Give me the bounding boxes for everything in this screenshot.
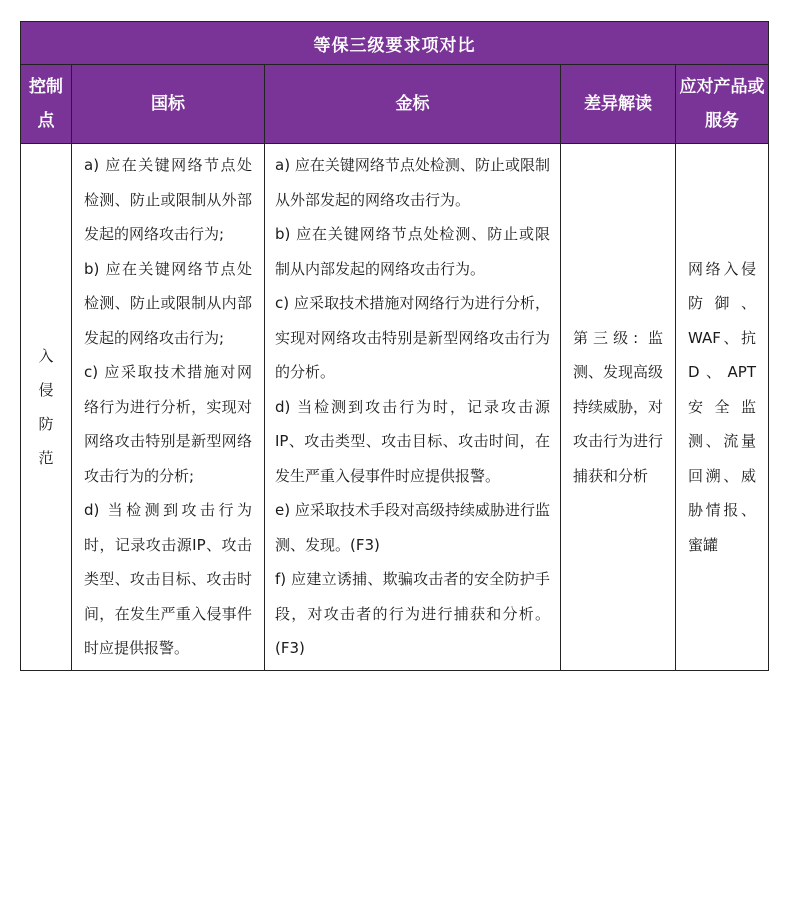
control-point-char: 入 <box>38 346 54 365</box>
national-item: b) 应在关键网络节点处检测、防止或限制从内部发起的网络攻击行为; <box>84 259 252 347</box>
header-row <box>21 65 769 144</box>
header-control-point: 控制点 <box>21 65 72 144</box>
title-row <box>21 22 769 65</box>
table-row <box>21 144 769 671</box>
products-cell: 网络入侵防御、WAF、抗D、APT安全监测、流量回溯、威胁情报、蜜罐 <box>676 144 769 671</box>
financial-item: d) 当检测到攻击行为时，记录攻击源 IP、攻击类型、攻击目标、攻击时间，在发生严重入侵事件时应提供报警。 <box>275 397 550 485</box>
national-item: a) 应在关键网络节点处检测、防止或限制从外部发起的网络攻击行为; <box>84 156 252 243</box>
header-national-standard: 国标 <box>72 65 265 144</box>
header-financial-standard: 金标 <box>265 65 561 144</box>
national-item: c) 应采取技术措施对网络行为进行分析，实现对网络攻击特别是新型网络攻击行为的分析; <box>84 363 252 485</box>
financial-item: a) 应在关键网络节点处检测、防止或限制从外部发起的网络攻击行为。 <box>275 156 550 209</box>
financial-item: f) 应建立诱捕、欺骗攻击者的安全防护手段，对攻击者的行为进行捕获和分析。(F3) <box>275 570 550 657</box>
financial-item: b) 应在关键网络节点处检测、防止或限制从内部发起的网络攻击行为。 <box>275 225 550 278</box>
financial-item: c) 应采取技术措施对网络行为进行分析，实现对网络攻击特别是新型网络攻击行为的分析。 <box>275 294 550 381</box>
national-standard-cell <box>72 144 265 671</box>
header-difference: 差异解读 <box>561 65 676 144</box>
header-products: 应对产品或服务 <box>676 65 769 144</box>
control-point-char: 防 <box>38 414 54 433</box>
control-point-char: 侵 <box>38 380 54 399</box>
control-point-cell <box>21 144 72 671</box>
national-item: d) 当检测到攻击行为时，记录攻击源IP、攻击类型、攻击目标、攻击时间，在发生严重入侵事件时应提供报警。 <box>84 501 252 657</box>
comparison-table <box>20 21 769 671</box>
difference-cell: 第三级: 监测、发现高级持续威胁，对攻击行为进行捕获和分析 <box>561 144 676 671</box>
control-point-char: 范 <box>38 448 54 467</box>
financial-standard-cell <box>265 144 561 671</box>
financial-item: e) 应采取技术手段对高级持续威胁进行监测、发现。(F3) <box>275 501 550 554</box>
table-title: 等保三级要求项对比 <box>21 22 769 65</box>
